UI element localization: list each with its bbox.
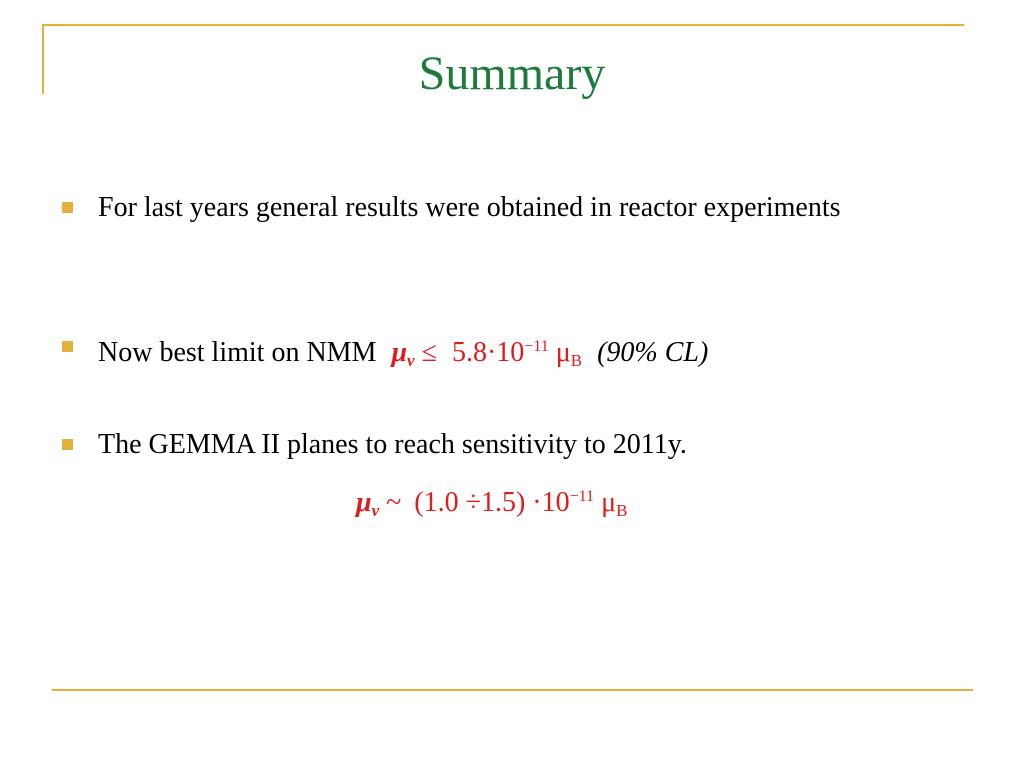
square-bullet-icon bbox=[62, 439, 73, 450]
frame-top-rule bbox=[42, 24, 964, 26]
bullet-item-1 bbox=[98, 188, 918, 228]
bullet-text: The GEMMA II planes to reach sensitivity to 2011y. bbox=[98, 429, 687, 460]
relation-symbol: ≤ bbox=[421, 337, 437, 368]
bullet-item-2 bbox=[98, 327, 918, 381]
mu-symbol: $\mu_\nu$ bbox=[356, 487, 380, 520]
sensitivity-value: $(1.0 \div 1.5) \cdot 10^{-11}$ $\mu_B$ bbox=[414, 487, 628, 520]
bullet-item-3 bbox=[98, 425, 918, 465]
sensitivity-formula bbox=[356, 477, 627, 531]
square-bullet-icon bbox=[62, 341, 73, 352]
confidence-note: (90% CL) bbox=[597, 337, 709, 368]
bullet-text: For last years general results were obtained in reactor experiments bbox=[98, 192, 841, 223]
limit-value: $5.8\cdot 10^{-11}$ $\mu_B$ bbox=[451, 337, 583, 370]
square-bullet-icon bbox=[62, 202, 73, 213]
bullet-prefix: Now best limit on NMM bbox=[98, 337, 377, 368]
slide-title: Summary bbox=[418, 47, 606, 100]
mu-symbol: $\mu_\nu$ bbox=[391, 337, 415, 370]
frame-bottom-rule bbox=[52, 689, 973, 691]
relation-symbol: ~ bbox=[386, 487, 402, 518]
